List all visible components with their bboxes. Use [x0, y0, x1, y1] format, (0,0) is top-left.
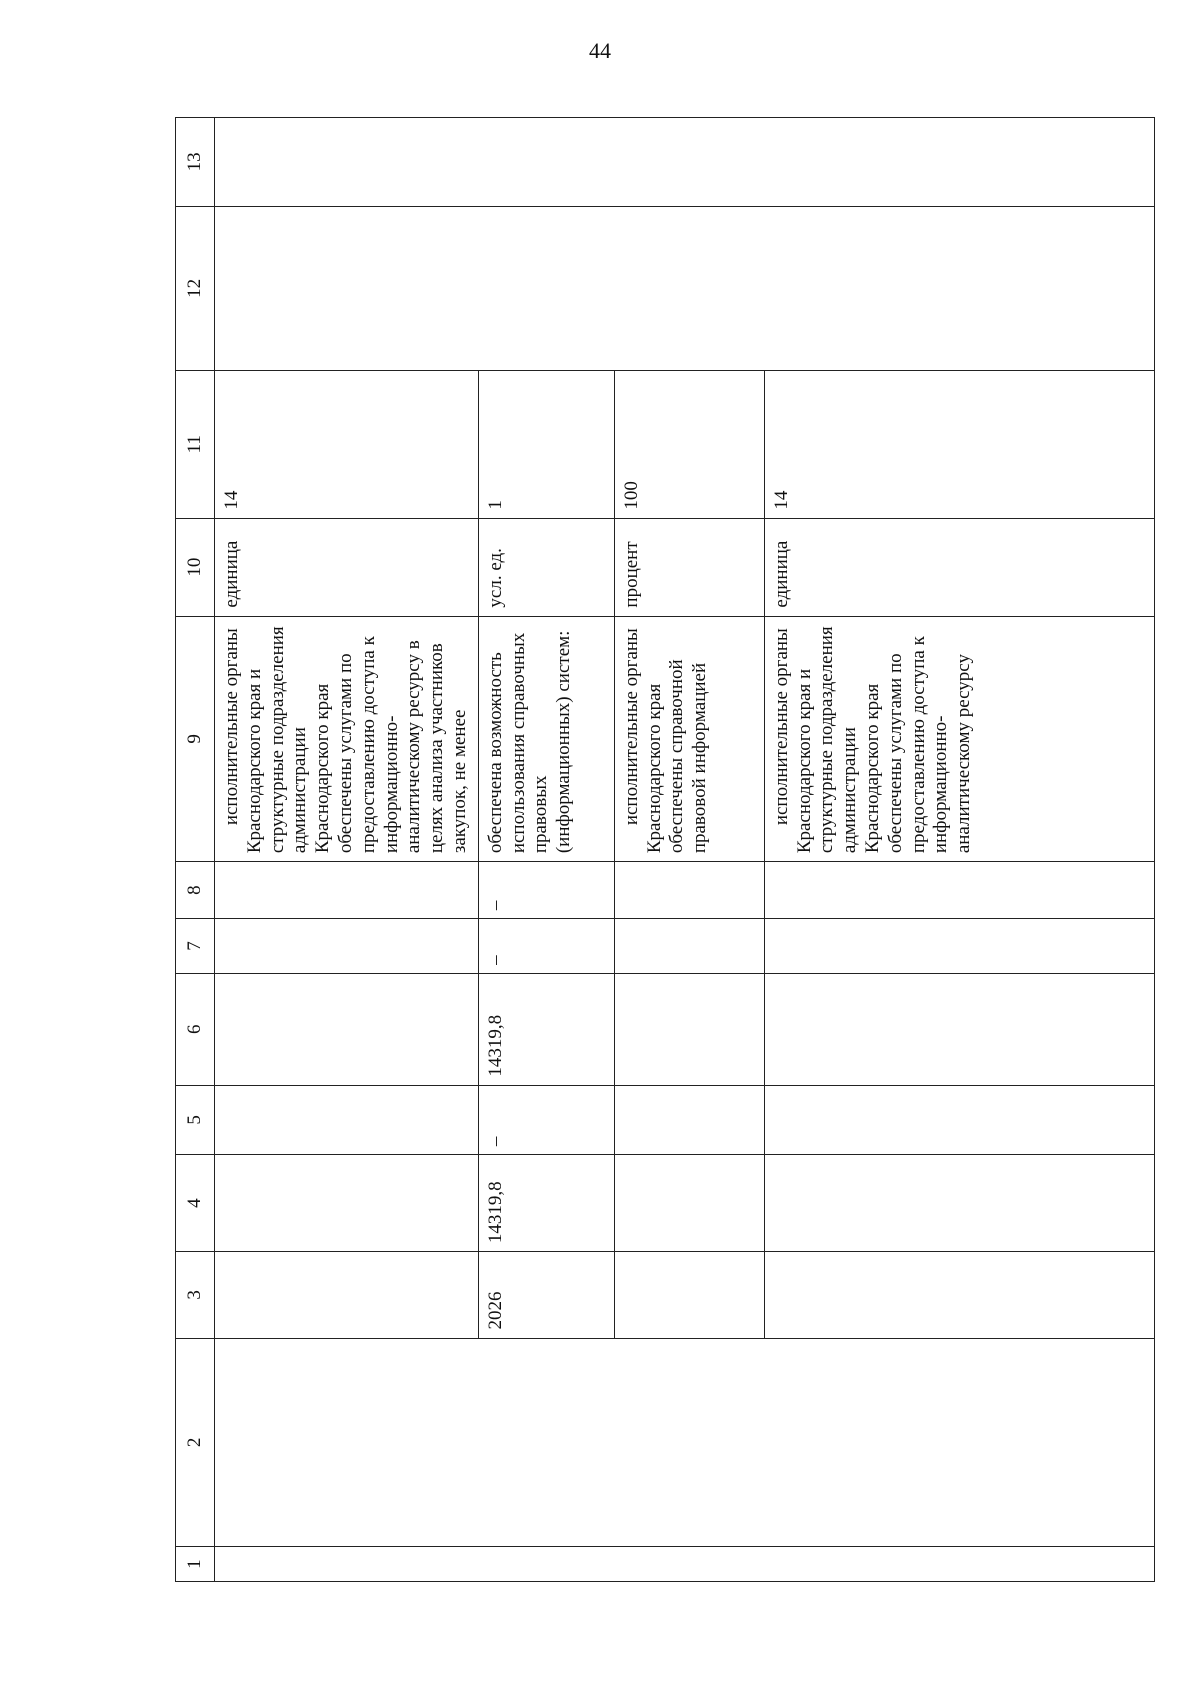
table-cell — [764, 919, 1154, 974]
col-header: 13 — [176, 118, 215, 207]
table-cell — [215, 118, 1155, 207]
table-cell — [215, 919, 479, 974]
table-cell: исполнительные органы Краснодарского края обеспечены справочной правовой информацией — [614, 616, 764, 862]
rotated-table-container — [175, 117, 1155, 1582]
table-cell: 2026 — [478, 1252, 614, 1338]
table-cell: 14319,8 — [478, 1155, 614, 1252]
table-cell — [764, 1155, 1154, 1252]
table-cell: единица — [764, 518, 1154, 616]
col-header: 8 — [176, 862, 215, 919]
table-cell — [215, 1085, 479, 1155]
table-cell — [764, 1252, 1154, 1338]
col-header: 1 — [176, 1547, 215, 1582]
data-table — [175, 117, 1155, 1582]
header-row — [176, 118, 215, 1582]
col-header: 10 — [176, 518, 215, 616]
table-cell — [215, 862, 479, 919]
table-cell — [614, 1155, 764, 1252]
table-cell — [614, 973, 764, 1085]
table-cell: процент — [614, 518, 764, 616]
col-header: 7 — [176, 919, 215, 974]
table-cell — [764, 973, 1154, 1085]
table-cell — [215, 206, 1155, 370]
col-header: 3 — [176, 1252, 215, 1338]
col-header: 11 — [176, 371, 215, 519]
table-cell — [215, 973, 479, 1085]
table-cell: усл. ед. — [478, 518, 614, 616]
col-header: 9 — [176, 616, 215, 862]
table-cell: – — [478, 1085, 614, 1155]
table-cell — [614, 1085, 764, 1155]
table-cell: – — [478, 862, 614, 919]
table-cell: – — [478, 919, 614, 974]
table-cell: 14 — [215, 371, 479, 519]
table-cell: исполнительные органы Краснодарского края и структурные подразделения администрации Краснодарского края обеспечены услугами по предоставлению доступа к информационно-аналитическому ресурсу в целях анализа участников закупок, не менее — [215, 616, 479, 862]
table-cell — [764, 1085, 1154, 1155]
col-header: 2 — [176, 1338, 215, 1547]
table-cell — [614, 919, 764, 974]
page-number: 44 — [589, 38, 611, 63]
col-header: 6 — [176, 973, 215, 1085]
table-cell: исполнительные органы Краснодарского края и структурные подразделения администрации Краснодарского края обеспечены услугами по предоставлению доступа к информационно-аналитическому ресурсу — [764, 616, 1154, 862]
table-row — [215, 118, 479, 1582]
table-cell — [614, 862, 764, 919]
table-cell — [614, 1252, 764, 1338]
table-cell — [215, 1547, 1155, 1582]
table-cell: 14 — [764, 371, 1154, 519]
table-cell — [215, 1252, 479, 1338]
table-cell: 1 — [478, 371, 614, 519]
table-cell: 100 — [614, 371, 764, 519]
col-header: 4 — [176, 1155, 215, 1252]
col-header: 12 — [176, 206, 215, 370]
col-header: 5 — [176, 1085, 215, 1155]
table-cell — [215, 1155, 479, 1252]
table-cell: единица — [215, 518, 479, 616]
table-cell — [764, 862, 1154, 919]
table-cell — [215, 1338, 1155, 1547]
table-cell: обеспечена возможность использования справочных правовых (информационных) систем: — [478, 616, 614, 862]
table-cell: 14319,8 — [478, 973, 614, 1085]
